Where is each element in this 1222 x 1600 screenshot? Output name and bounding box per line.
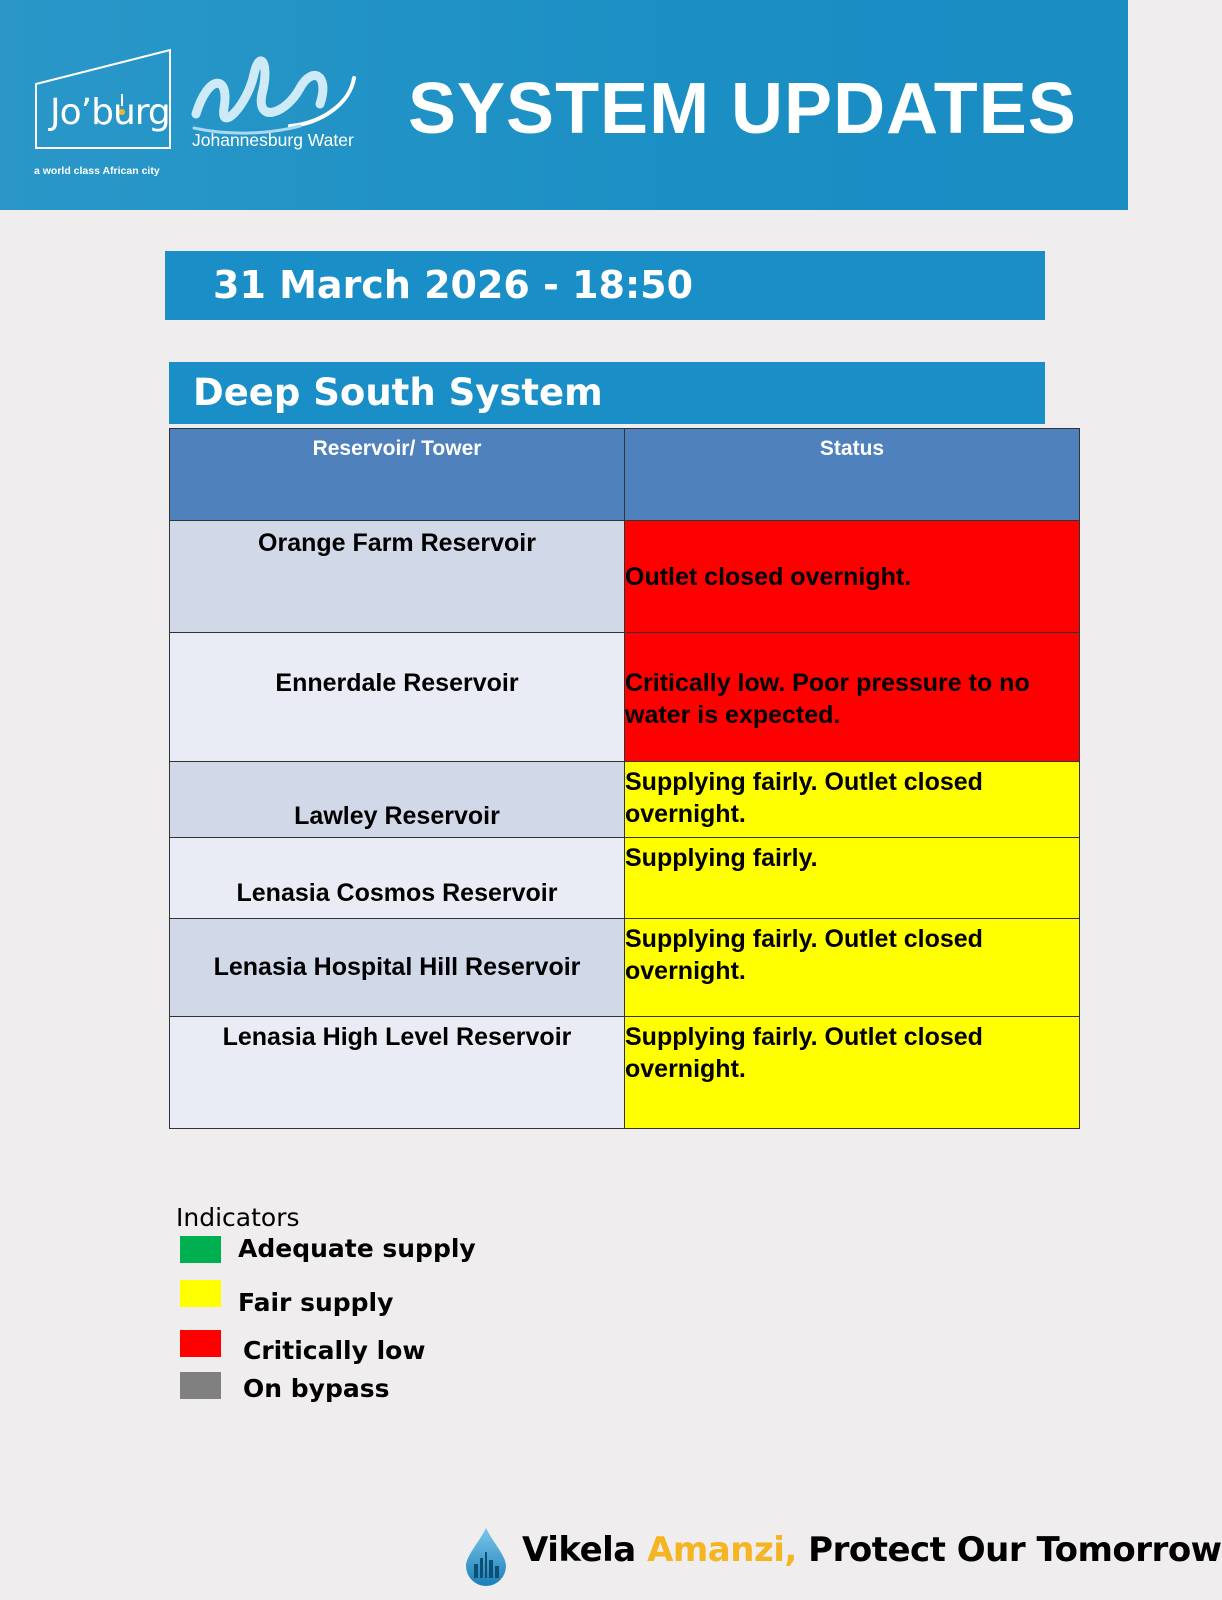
table-row — [170, 762, 1080, 838]
reservoir-name: Orange Farm Reservoir — [170, 521, 625, 633]
table-row — [170, 633, 1080, 762]
reservoir-status: Supplying fairly. Outlet closed overnight. — [625, 762, 1080, 838]
slogan-part-2: Protect Our Tomorrow — [796, 1530, 1222, 1570]
reservoir-name: Lenasia Cosmos Reservoir — [170, 838, 625, 919]
slogan-accent: Amanzi, — [647, 1530, 797, 1570]
reservoir-name: Lenasia Hospital Hill Reservoir — [170, 919, 625, 1017]
system-title: Deep South System — [169, 362, 1045, 424]
table-row — [170, 521, 1080, 633]
water-drop-icon — [464, 1526, 508, 1586]
reservoir-status: Supplying fairly. Outlet closed overnight. — [625, 1017, 1080, 1129]
legend-title: Indicators — [176, 1203, 300, 1232]
table-row — [170, 1017, 1080, 1129]
header-banner — [0, 0, 1128, 210]
legend-swatch-yellow — [180, 1280, 221, 1307]
water-wave-icon — [190, 44, 366, 144]
column-header-reservoir: Reservoir/ Tower — [170, 429, 625, 521]
reservoir-status: Outlet closed overnight. — [625, 521, 1080, 633]
joburg-logo — [34, 48, 172, 150]
table-row — [170, 838, 1080, 919]
legend-label: Adequate supply — [238, 1234, 476, 1263]
legend-swatch-red — [180, 1330, 221, 1357]
reservoir-status-table — [169, 428, 1080, 1129]
update-datetime: 31 March 2026 - 18:50 — [165, 251, 1045, 320]
reservoir-name: Ennerdale Reservoir — [170, 633, 625, 762]
legend-swatch-grey — [180, 1372, 221, 1399]
slogan-part-1: Vikela — [522, 1530, 648, 1570]
legend-label: On bypass — [243, 1374, 390, 1403]
reservoir-name: Lawley Reservoir — [170, 762, 625, 838]
legend-swatch-green — [180, 1236, 221, 1263]
table-row — [170, 919, 1080, 1017]
footer-slogan — [522, 1530, 1222, 1570]
joburg-logo-text: Jo’burg — [50, 92, 170, 133]
page-title: SYSTEM UPDATES — [408, 69, 1077, 149]
reservoir-status: Supplying fairly. Outlet closed overnight. — [625, 919, 1080, 1017]
table-header-row — [170, 429, 1080, 521]
joburg-tagline: a world class African city — [34, 165, 160, 177]
johannesburg-water-text: Johannesburg Water — [192, 130, 354, 150]
legend-label: Fair supply — [238, 1288, 394, 1317]
reservoir-status: Critically low. Poor pressure to no water is expected. — [625, 633, 1080, 762]
column-header-status: Status — [625, 429, 1080, 521]
legend-label: Critically low — [243, 1336, 426, 1365]
reservoir-status: Supplying fairly. — [625, 838, 1080, 919]
reservoir-name: Lenasia High Level Reservoir — [170, 1017, 625, 1129]
